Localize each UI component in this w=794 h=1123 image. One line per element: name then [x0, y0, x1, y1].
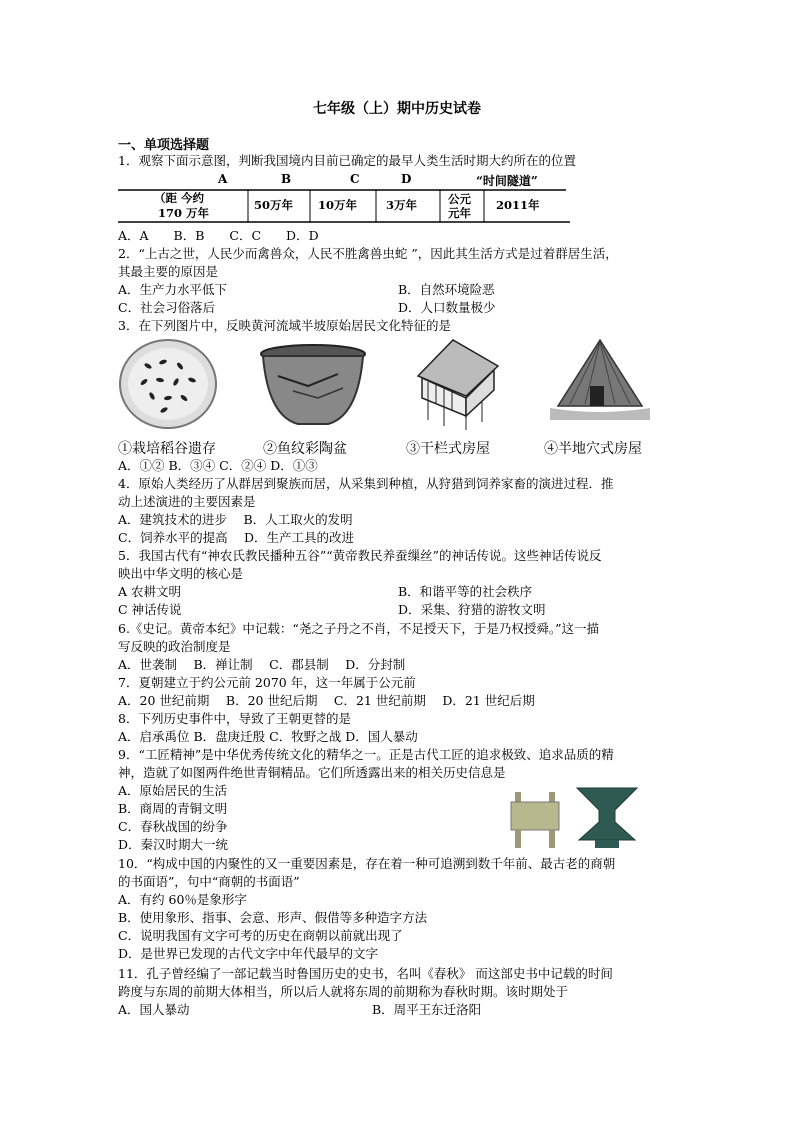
page-title: 七年级（上）期中历史试卷: [313, 101, 481, 117]
q5-stem: 5．我国古代有“神农氏教民播种五谷”“黄帝教民养蚕缫丝”的神话传说。这些神话传说反: [118, 548, 602, 563]
q7-options: A．20 世纪前期 B．20 世纪后期 C．21 世纪前期 D．21 世纪后期: [118, 693, 535, 708]
q2-stem: 2．“上古之世，人民少而禽兽众，人民不胜禽兽虫蛇 ”，因此其生活方式是过着群居生活，: [118, 246, 618, 261]
semi-subterranean-house-image: [550, 336, 650, 432]
q5-option-b: B．和谐平等的社会秩序: [398, 584, 533, 599]
q10-option-b: B．使用象形、指事、会意、形声、假借等多种造字方法: [118, 910, 428, 925]
q2-option-d: D．人口数量极少: [398, 300, 496, 315]
timeline-date: （距 今约: [154, 191, 205, 205]
bronze-vessels-image: [505, 782, 645, 852]
q9-stem: 神，造就了如图两件绝世青铜精品。它们所透露出来的相关历史信息是: [118, 765, 506, 780]
timeline-date: 170 万年: [158, 206, 210, 220]
q11-option-a: A．国人暴动: [118, 1002, 190, 1017]
q6-options: A．世袭制 B．禅让制 C．郡县制 D．分封制: [118, 657, 406, 672]
timeline-date: 3万年: [386, 198, 418, 212]
timeline-date: 元年: [448, 206, 471, 220]
q4-stem: 4．原始人类经历了从群居到聚族而居，从采集到种植，从狩猎到饲养家畜的演进过程．推: [118, 476, 614, 491]
q7-stem: 7．夏朝建立于约公元前 2070 年，这一年属于公元前: [118, 675, 416, 690]
timeline-letter-b: B: [281, 172, 292, 186]
q9-option-d: D．秦汉时期大一统: [118, 837, 229, 852]
q4-options: A．建筑技术的进步 B．人工取火的发明: [118, 512, 353, 527]
q8-stem: 8．下列历史事件中，导致了王朝更替的是: [118, 711, 351, 726]
q4-options: C．饲养水平的提高 D．生产工具的改进: [118, 530, 355, 545]
fish-pattern-basin-image: [258, 336, 368, 432]
q3-caption: ②鱼纹彩陶盆: [263, 441, 347, 457]
q9-option-a: A．原始居民的生活: [118, 783, 228, 798]
q3-caption: ③干栏式房屋: [406, 441, 490, 457]
q5-stem: 映出中华文明的核心是: [118, 566, 244, 581]
timeline-date: 公元: [448, 192, 471, 206]
q3-caption: ④半地穴式房屋: [544, 441, 642, 457]
q3-caption: ①栽培稻谷遗存: [118, 441, 216, 457]
timeline-tunnel-label: “时间隧道”: [476, 174, 538, 188]
q5-option-c: C 神话传说: [118, 602, 182, 617]
q1-stem: 1．观察下面示意图，判断我国境内目前已确定的最早人类生活时期大约所在的位置: [118, 153, 576, 168]
q3-image-row: [118, 336, 678, 432]
timeline-date: 2011年: [496, 198, 540, 212]
q2-option-a: A．生产力水平低下: [118, 282, 228, 297]
timeline-date: 10万年: [318, 198, 358, 212]
q6-stem: 写反映的政治制度是: [118, 639, 231, 654]
q2-option-c: C．社会习俗落后: [118, 300, 216, 315]
q9-stem: 9．“工匠精神”是中华优秀传统文化的精华之一。正是古代工匠的追求极致、追求品质的精: [118, 747, 614, 762]
bronze-ding-and-zun-image: [505, 782, 645, 852]
section-heading: 一、单项选择题: [118, 138, 210, 153]
q5-option-a: A 农耕文明: [118, 584, 182, 599]
q2-option-b: B．自然环境险恶: [398, 282, 495, 297]
q11-stem: 11．孔子曾经编了一部记载当时鲁国历史的史书，名叫《春秋》 而这部史书中记载的时间: [118, 966, 613, 981]
q3-options: A．①② B．③④ C．②④ D．①③: [118, 458, 318, 473]
stilt-house-image: [408, 336, 508, 432]
timeline-letter-c: C: [350, 172, 360, 186]
q6-stem: 6.《史记。黄帝本纪》中记载：“尧之子丹之不肖，不足授天下，于是乃权授舜。”这一描: [118, 621, 599, 636]
q2-stem: 其最主要的原因是: [118, 264, 219, 279]
q10-option-c: C．说明我国有文字可考的历史在商朝以前就出现了: [118, 928, 403, 943]
q8-options: A．启承禹位 B．盘庚迁殷 C．牧野之战 D．国人暴动: [118, 729, 418, 744]
q11-stem: 跨度与东周的前期大体相当，所以后人就将东周的前期称为春秋时期。该时期处于: [118, 984, 569, 999]
q10-stem: 10．“构成中国的内聚性的又一重要因素是，存在着一种可追溯到数千年前、最古老的商朝: [118, 856, 616, 871]
q3-stem: 3．在下列图片中，反映黄河流域半坡原始居民文化特征的是: [118, 318, 451, 333]
timeline-letter-a: A: [218, 172, 228, 186]
q4-stem: 动上述演进的主要因素是: [118, 494, 256, 509]
q5-option-d: D．采集、狩猎的游牧文明: [398, 602, 546, 617]
rice-grains-image: [118, 336, 218, 432]
q10-stem: 的书面语”，句中“商朝的书面语”: [118, 874, 300, 889]
q1-options: A．A B．B C．C D．D: [118, 228, 319, 243]
q10-option-a: A．有约 60％是象形字: [118, 892, 247, 907]
q11-option-b: B．周平王东迁洛阳: [372, 1002, 482, 1017]
time-tunnel-diagram: [118, 172, 574, 224]
q10-option-d: D．是世界已发现的古代文字中年代最早的文字: [118, 946, 379, 961]
q9-option-c: C．春秋战国的纷争: [118, 819, 228, 834]
timeline-letter-d: D: [401, 172, 412, 186]
q9-option-b: B．商周的青铜文明: [118, 801, 228, 816]
timeline-date: 50万年: [254, 198, 294, 212]
